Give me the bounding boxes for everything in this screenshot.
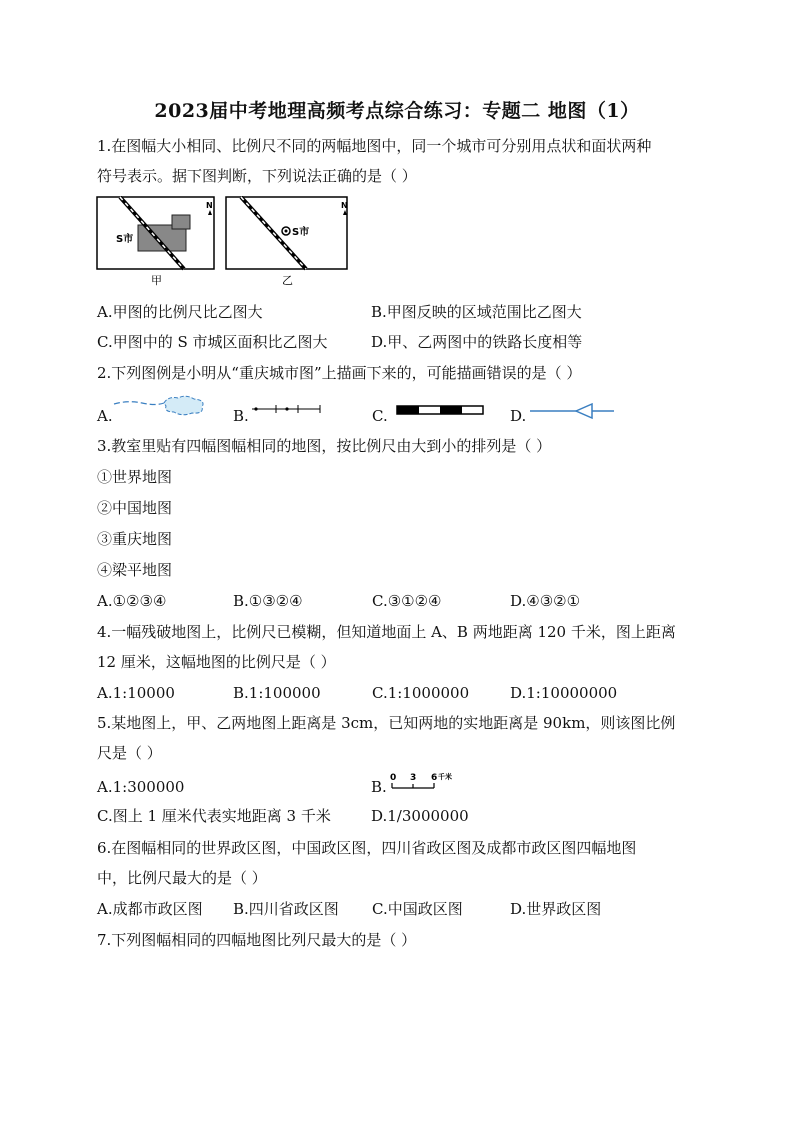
scale-tick-0: 0 (390, 773, 397, 783)
q5-option-c[interactable]: C.图上 1 厘米代表实地距离 3 千米 (97, 807, 331, 825)
map-jia (97, 197, 214, 287)
q1-option-d[interactable]: D.甲、乙两图中的铁路长度相等 (371, 333, 583, 351)
q5-option-a[interactable]: A.1:300000 (97, 778, 185, 796)
q5-scale-bar (386, 770, 466, 796)
q1-stem-line2: 符号表示。据下图判断，下列说法正确的是（ ） (97, 167, 417, 185)
q4-option-c[interactable]: C.1:1000000 (372, 684, 470, 702)
q6-option-c[interactable]: C.中国政区图 (372, 900, 463, 918)
legend-arrow-icon (528, 402, 616, 420)
q3-item-1: ①世界地图 (97, 468, 173, 486)
q2-option-c[interactable]: C. (372, 407, 388, 425)
q1-option-a[interactable]: A.甲图的比例尺比乙图大 (97, 303, 263, 321)
legend-boundary-icon (250, 402, 322, 416)
q3-option-c[interactable]: C.③①②④ (372, 592, 442, 610)
yi-caption: 乙 (282, 274, 293, 287)
q2-option-d[interactable]: D. (510, 407, 527, 425)
q6-option-d[interactable]: D.世界政区图 (510, 900, 602, 918)
q5-stem-line2: 尺是（ ） (97, 744, 162, 762)
scale-tick-3: 3 (410, 773, 417, 783)
scale-tick-6: 6 (431, 773, 438, 783)
q6-option-a[interactable]: A.成都市政区图 (97, 900, 203, 918)
q6-option-b[interactable]: B.四川省政区图 (233, 900, 339, 918)
q5-option-b[interactable]: B. (371, 778, 387, 796)
q3-option-d[interactable]: D.④③②① (510, 592, 581, 610)
map-yi (226, 197, 348, 287)
q3-item-3: ③重庆地图 (97, 530, 173, 548)
legend-river-lake-icon (112, 394, 208, 418)
q6-stem-line2: 中，比例尺最大的是（ ） (97, 869, 267, 887)
q3-option-a[interactable]: A.①②③④ (97, 592, 167, 610)
q1-option-b[interactable]: B.甲图反映的区域范围比乙图大 (371, 303, 582, 321)
q2-option-b[interactable]: B. (233, 407, 249, 425)
jia-caption: 甲 (151, 274, 162, 287)
page-title: 2023届中考地理高频考点综合练习：专题二 地图（1） (154, 100, 640, 122)
q4-stem-line1: 4.一幅残破地图上，比例尺已模糊，但知道地面上 A、B 两地距离 120 千米，图上距离 (97, 623, 676, 641)
q3-item-4: ④梁平地图 (97, 561, 173, 579)
q4-option-d[interactable]: D.1:10000000 (510, 684, 618, 702)
yi-city-label: S市 (292, 227, 310, 238)
q4-option-b[interactable]: B.1:100000 (233, 684, 321, 702)
north-arrow-jia: N (206, 201, 213, 210)
q1-option-c[interactable]: C.甲图中的 S 市城区面积比乙图大 (97, 333, 328, 351)
q3-stem: 3.教室里贴有四幅图幅相同的地图，按比例尺由大到小的排列是（ ） (97, 437, 552, 455)
jia-city-label: S市 (116, 234, 134, 245)
legend-railway-icon (396, 404, 484, 416)
q2-stem: 2.下列图例是小明从“重庆城市图”上描画下来的，可能描画错误的是（ ） (97, 364, 582, 382)
q6-stem-line1: 6.在图幅相同的世界政区图，中国政区图，四川省政区图及成都市政区图四幅地图 (97, 839, 637, 857)
q1-stem-line1: 1.在图幅大小相同、比例尺不同的两幅地图中，同一个城市可分别用点状和面状两种 (97, 137, 652, 155)
q2-option-a[interactable]: A. (97, 407, 113, 425)
q5-stem-line1: 5.某地图上，甲、乙两地图上距离是 3cm，已知两地的实地距离是 90km，则该图比例 (97, 714, 676, 732)
q3-item-2: ②中国地图 (97, 499, 173, 517)
q1-map-figure (96, 196, 356, 288)
north-arrow-yi: N (341, 201, 348, 210)
q7-stem: 7.下列图幅相同的四幅地图比列尺最大的是（ ） (97, 931, 417, 949)
scale-unit: 千米 (438, 773, 452, 781)
q4-option-a[interactable]: A.1:10000 (97, 684, 175, 702)
q3-option-b[interactable]: B.①③②④ (233, 592, 303, 610)
q5-option-d[interactable]: D.1/3000000 (371, 807, 469, 825)
q4-stem-line2: 12 厘米，这幅地图的比例尺是（ ） (97, 653, 336, 671)
